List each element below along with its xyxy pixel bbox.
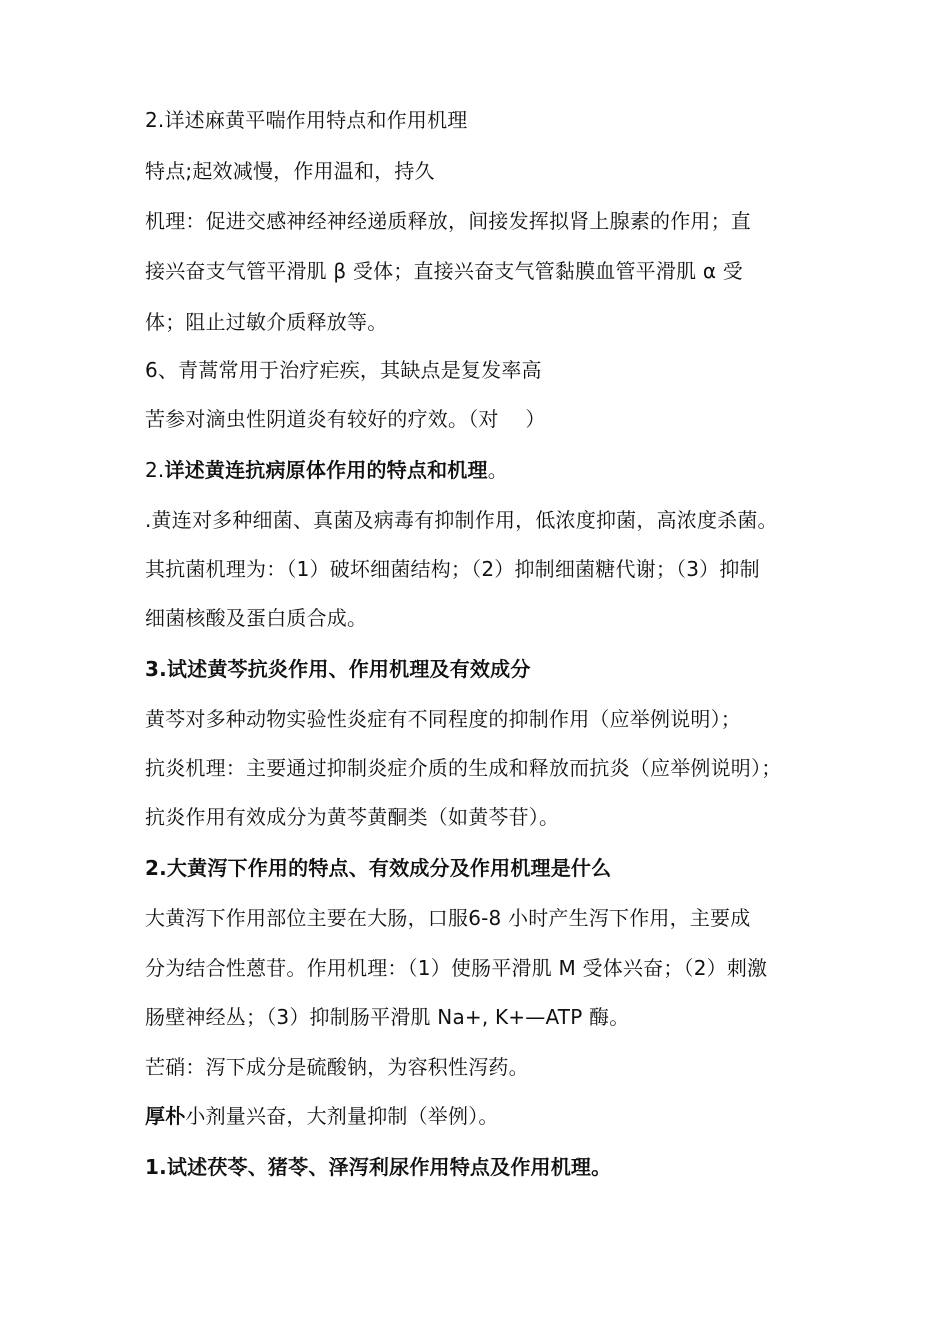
heading-bold-text: 详述黄连抗病原体作用的特点和机理: [164, 458, 488, 482]
text-line: 细菌核酸及蛋白质合成。: [145, 606, 368, 630]
heading-fuling: 1.试述茯苓、猪苓、泽泻利尿作用特点及作用机理。: [145, 1155, 612, 1179]
text-line: 接兴奋支气管平滑肌 β 受体；直接兴奋支气管黏膜血管平滑肌 α 受: [145, 259, 743, 283]
heading-dahuang: 2.大黄泻下作用的特点、有效成分及作用机理是什么: [145, 856, 612, 880]
heading-prefix: 2.: [145, 458, 165, 482]
heading-huangqin: 3.试述黄芩抗炎作用、作用机理及有效成分: [145, 657, 531, 681]
text-line: 特点;起效减慢，作用温和，持久: [145, 159, 435, 183]
text-line-houpo: [145, 1104, 835, 1128]
text-line: 肠壁神经丛；（3）抑制肠平滑肌 Na+, K+—ATP 酶。: [145, 1005, 630, 1029]
houpo-bold-term: 厚朴: [145, 1104, 186, 1128]
heading-suffix: 。: [487, 458, 508, 482]
text-line: 机理：促进交感神经神经递质释放，间接发挥拟肾上腺素的作用；直: [145, 209, 751, 233]
text-line: 芒硝：泻下成分是硫酸钠，为容积性泻药。: [145, 1055, 529, 1079]
text-line: 6、青蒿常用于治疗疟疾，其缺点是复发率高: [145, 358, 542, 382]
text-line: 黄芩对多种动物实验性炎症有不同程度的抑制作用（应举例说明）；: [145, 707, 741, 731]
text-line: 抗炎机理：主要通过抑制炎症介质的生成和释放而抗炎（应举例说明）；: [145, 756, 782, 780]
text-line: 分为结合性蒽苷。作用机理：（1）使肠平滑肌 M 受体兴奋；（2）刺激: [145, 956, 768, 980]
houpo-text: 小剂量兴奋，大剂量抑制（举例）。: [185, 1104, 499, 1128]
heading-huanglian: [145, 458, 835, 482]
text-line: 体；阻止过敏介质释放等。: [145, 310, 388, 334]
text-line: 其抗菌机理为：（1）破坏细菌结构；（2）抑制细菌糖代谢；（3）抑制: [145, 557, 760, 581]
text-line: .黄连对多种细菌、真菌及病毒有抑制作用，低浓度抑菌，高浓度杀菌。: [145, 508, 778, 532]
heading-mahuang: 2.详述麻黄平喘作用特点和作用机理: [145, 108, 468, 132]
text-line: 大黄泻下作用部位主要在大肠，口服6-8 小时产生泻下作用，主要成: [145, 906, 751, 930]
text-line: 抗炎作用有效成分为黄芩黄酮类（如黄芩苷）。: [145, 805, 560, 829]
text-line: 苦参对滴虫性阴道炎有较好的疗效。（对 ）: [145, 407, 546, 431]
